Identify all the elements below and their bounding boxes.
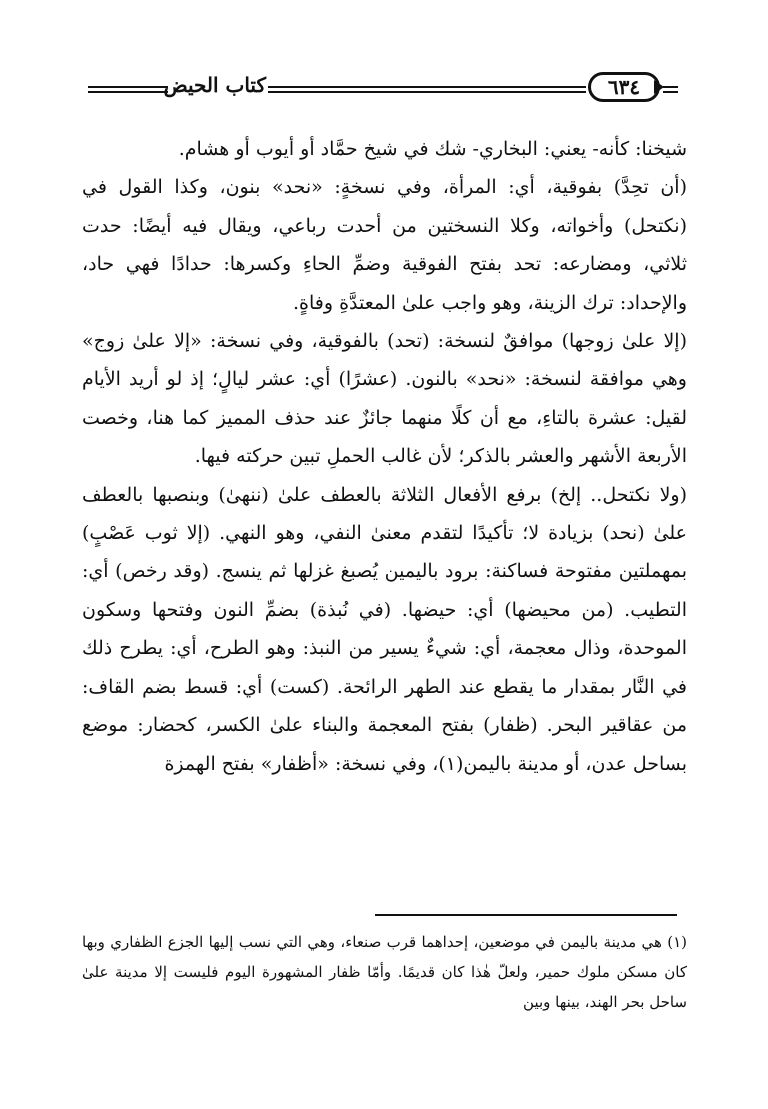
paragraph: (أن تحِدَّ) بفوقية، أي: المرأة، وفي نسخةٍ: «نحد» بنون، وكذا القول في (نكتحل) وأخواته، وكلا النسختين من أحدت رباعي، ويقال فيه أيضًا: حدت ثلاثي، ومضارعه: تحد بفتح الفوقية وضمِّ الحاءِ وكسرها: حدادًا فهي حاد، والإحداد: ترك الزينة، وهو واجب علىٰ المعتدَّةِ وفاةٍ.	[82, 176, 687, 314]
footnotes	[82, 927, 687, 1017]
main-text	[82, 130, 687, 783]
paragraph: شيخنا: كأنه- يعني: البخاري- شك في شيخ حمَّاد أو أيوب أو هشام.	[178, 138, 687, 160]
page-number-badge: ٦٣٤	[588, 72, 660, 102]
paragraph: (ولا نكتحل.. إلخ) برفع الأفعال الثلاثة بالعطف علىٰ (ننهىٰ) وبنصبها بالعطف علىٰ (نحد) بزيادة لا؛ تأكيدًا لتقدم معنىٰ النفي، وهو النهي. (إلا ثوب عَصْبٍ) بمهملتين مفتوحة فساكنة: برود باليمين يُصبغ غزلها ثم ينسج. (وقد رخص) أي: التطيب. (من محيضها) أي: حيضها. (في نُبذة) بضمِّ النون وفتحها وسكون الموحدة، وذال معجمة، أي: شيءٌ يسير من النبذ: وهو الطرح، أي: يطرح ذلك في النَّار بمقدار ما يقطع عند الطهر الرائحة. (كست) أي: قسط بضم القاف: من عقاقير البحر. (ظفار) بفتح المعجمة والبناء علىٰ الكسر، كحضار: موضع بساحل عدن، أو مدينة باليمن(١)، وفي نسخة: «أظفار» بفتح الهمزة	[82, 483, 687, 775]
running-header	[88, 70, 678, 110]
chapter-title: كتاب الحيض	[163, 73, 266, 97]
header-rule-right	[663, 86, 678, 93]
paragraph: (إلا علىٰ زوجها) موافقٌ لنسخة: (تحد) بالفوقية، وفي نسخة: «إلا علىٰ زوج» وهي موافقة لنسخة: «نحد» بالنون. (عشرًا) أي: عشر ليالٍ؛ إذ لو أريد الأيام لقيل: عشرة بالتاءِ، مع أن كلًا منهما جائزٌ عند حذف المميز كما هنا، وخصت الأربعة الأشهر والعشر بالذكر؛ لأن غالب الحملِ تبين حركته فيها.	[82, 330, 687, 468]
header-rule-middle	[268, 86, 586, 93]
footnote: (١) هي مدينة باليمن في موضعين، إحداهما قرب صنعاء، وهي التي نسب إليها الجزع الظفاري وبها كان مسكن ملوك حمير، ولعلّ هٰذا كان قديمًا. وأمّا ظفار المشهورة اليوم فليست إلا مدينة علىٰ ساحل بحر الهند، بينها وبين	[82, 933, 687, 1011]
header-rule-left	[88, 86, 168, 93]
footnote-separator	[375, 914, 677, 916]
